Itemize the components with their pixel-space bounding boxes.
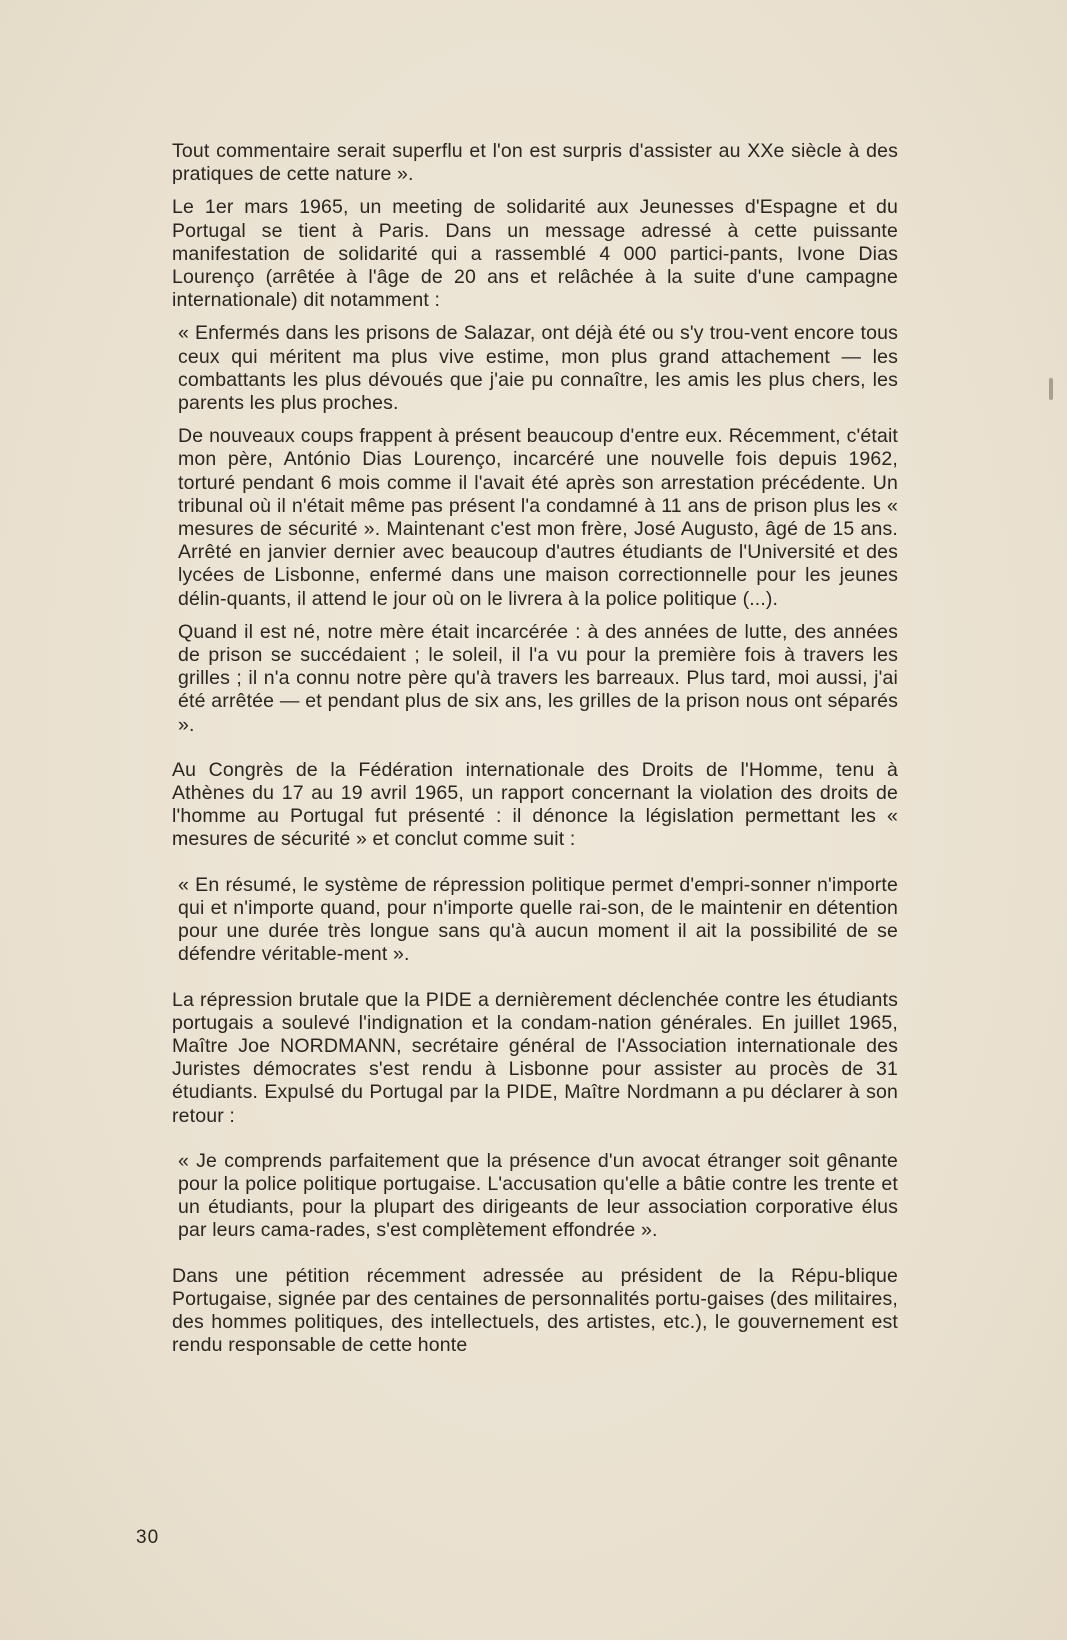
quote-nouveaux-coups: De nouveaux coups frappent à présent beaucoup d'entre eux. Récemment, c'était mon père, António Dias Lourenço, incarcéré une nouvelle fois depuis 1962, torturé pendant 6 mois comme il l'avait été après son arrestation précédente. Un tribunal où il n'était même pas présent l'a condamné à 11 ans de prison plus les « mesures de sécurité ». Maintenant c'est mon frère, José Augusto, âgé de 15 ans. Arrêté en janvier dernier avec beaucoup d'autres étudiants de l'Université et des lycées de Lisbonne, enfermé dans une maison correctionnelle pour les jeunes délin-quants, il attend le jour où on le livrera à la police politique (...). <box>178 425 898 610</box>
quote-enfermes: « Enfermés dans les prisons de Salazar, ont déjà été ou s'y trou-vent encore tous ceux qui méritent ma plus vive estime, mon plus grand attachement — les combattants les plus dévoués que j'aie pu connaître, les amis les plus chers, les parents les plus proches. <box>178 322 898 415</box>
quote-je-comprends: « Je comprends parfaitement que la présence d'un avocat étranger soit gênante pour la police politique portugaise. L'accusation qu'elle a bâtie contre les trente et un étudiants, pour la plupart des dirigeants de leur association corporative élus par leurs cama-rades, s'est complètement effondrée ». <box>178 1149 898 1242</box>
quote-quand-il-est-ne: Quand il est né, notre mère était incarcérée : à des années de lutte, des années de prison se succédaient ; le soleil, il l'a vu pour la première fois à travers les grilles ; il n'a connu notre père qu'à travers les barreaux. Plus tard, moi aussi, j'ai été arrêtée — et pendant plus de six ans, les grilles de la prison nous ont séparés ». <box>178 620 898 736</box>
text-column <box>172 140 898 1357</box>
paragraph-intro: Tout commentaire serait superflu et l'on est surpris d'assister au XXe siècle à des pratiques de cette nature ». <box>172 140 898 186</box>
paragraph-repression-pide: La répression brutale que la PIDE a dernièrement déclenchée contre les étudiants portugais a soulevé l'indignation et la condam-nation générales. En juillet 1965, Maître Joe NORDMANN, secrétaire général de l'Association internationale des Juristes démocrates s'est rendu à Lisbonne pour assister au procès de 31 étudiants. Expulsé du Portugal par la PIDE, Maître Nordmann a pu déclarer à son retour : <box>172 988 898 1127</box>
paragraph-petition: Dans une pétition récemment adressée au président de la Répu-blique Portugaise, signée par des centaines de personnalités portu-gaises (des militaires, des hommes politiques, des intellectuels, des artistes, etc.), le gouvernement est rendu responsable de cette honte <box>172 1264 898 1357</box>
paragraph-meeting-paris: Le 1er mars 1965, un meeting de solidarité aux Jeunesses d'Espagne et du Portugal se tient à Paris. Dans un message adressé à cette puissante manifestation de solidarité qui a rassemblé 4 000 partici-pants, Ivone Dias Lourenço (arrêtée à l'âge de 20 ans et relâchée à la suite d'une campagne internationale) dit notamment : <box>172 196 898 312</box>
quote-en-resume: « En résumé, le système de répression politique permet d'empri-sonner n'importe qui et n'importe quand, pour n'importe quelle rai-son, de le maintenir en détention pour une durée très longue sans qu'à aucun moment il ait la possibilité de se défendre véritable-ment ». <box>178 873 898 966</box>
page-number: 30 <box>136 1527 160 1548</box>
paragraph-congres-athenes: Au Congrès de la Fédération internationale des Droits de l'Homme, tenu à Athènes du 17 au 19 avril 1965, un rapport concernant la violation des droits de l'homme au Portugal fut présenté : il dénonce la législation permettant les « mesures de sécurité » et conclut comme suit : <box>172 758 898 851</box>
page-edge-mark <box>1049 378 1053 400</box>
